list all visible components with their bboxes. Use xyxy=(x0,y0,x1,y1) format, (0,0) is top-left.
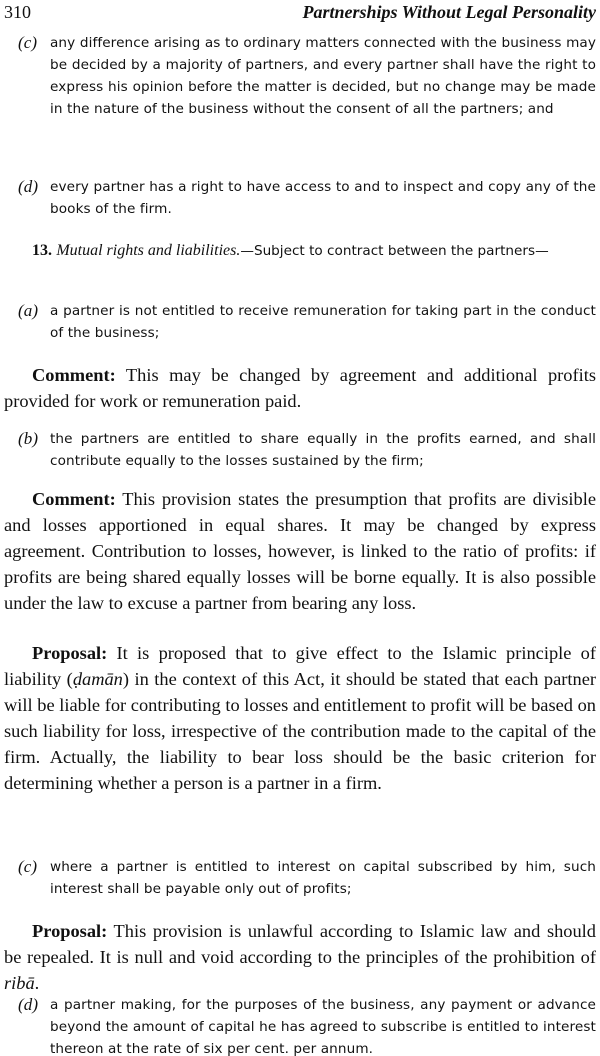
clause-text: a partner is not entitled to receive remuneration for taking part in the conduct of the business; xyxy=(50,303,596,341)
clause-marker: (c) xyxy=(18,33,38,52)
comment-text: This may be changed by agreement and additional profits provided for work or remuneration paid. xyxy=(4,365,596,411)
clause-text: any difference arising as to ordinary matters connected with the business may be decided by a majority of partners, and every partner shall have the right to express his opinion before the matter is decided, but no change may be made in the nature of the business without the consent of all the partners; and xyxy=(50,35,596,117)
proposal-label: Proposal: xyxy=(32,643,108,663)
clause-text: every partner has a right to have access to and to inspect and copy any of the books of the firm. xyxy=(50,179,596,217)
section-13-heading xyxy=(4,240,596,262)
proposal-text-b: . xyxy=(34,973,40,993)
comment-label: Comment: xyxy=(32,489,116,509)
clause-d-advance-interest xyxy=(18,994,596,1056)
section-intro: —Subject to contract between the partners— xyxy=(240,243,549,259)
section-title: Mutual rights and liabilities. xyxy=(56,242,241,259)
proposal-repeal xyxy=(4,918,596,996)
clause-marker: (b) xyxy=(18,429,39,448)
clause-text: the partners are entitled to share equally in the profits earned, and shall contribute equally to the losses sustained by the firm; xyxy=(50,431,596,469)
page-number: 310 xyxy=(4,2,31,22)
comment-presumption xyxy=(4,486,596,616)
proposal-liability xyxy=(4,640,596,796)
clause-a-remuneration xyxy=(18,300,596,344)
proposal-text-b: ) in the context of this Act, it should be stated that each partner will be liable for contributing to losses and entitlement to profit will be based on such liability for loss, irrespective of the contribution made to the capital of the firm. Actually, the liability to bear loss should be the basic criterion for determining whether a person is a partner in a firm. xyxy=(4,669,596,793)
comment-text: This provision states the presumption that profits are divisible and losses apportioned in equal shares. It may be changed by express agreement. Contribution to losses, however, is linked to the ratio of profits: if profits are being shared equally losses will be borne equally. It is also possible under the law to excuse a partner from bearing any loss. xyxy=(4,489,596,613)
clause-c-interest-on-capital xyxy=(18,856,596,900)
running-title: Partnerships Without Legal Personality xyxy=(302,2,596,22)
clause-marker: (a) xyxy=(18,301,39,320)
running-header xyxy=(4,2,596,26)
term-riba: ribā xyxy=(4,973,35,993)
clause-marker: (d) xyxy=(18,995,39,1014)
proposal-label: Proposal: xyxy=(32,921,108,941)
clause-text: where a partner is entitled to interest on capital subscribed by him, such interest shall be payable only out of profits; xyxy=(50,859,596,897)
clause-marker: (d) xyxy=(18,177,39,196)
clause-text: a partner making, for the purposes of the business, any payment or advance beyond the amount of capital he has agreed to subscribe is entitled to interest thereon at the rate of six per cent. per annum. xyxy=(50,997,596,1056)
clause-marker: (c) xyxy=(18,857,38,876)
comment-remuneration xyxy=(4,362,596,414)
proposal-text-a: This provision is unlawful according to Islamic law and should be repealed. It is null and void according to the principles of the prohibition of xyxy=(4,921,596,967)
clause-b-equal-shares xyxy=(18,428,596,472)
clause-d-books-access xyxy=(18,176,596,220)
section-number: 13. xyxy=(32,242,52,259)
comment-label: Comment: xyxy=(32,365,116,385)
proposal-text-a: It is proposed that to give effect to the Islamic principle of liability ( xyxy=(4,643,596,689)
term-daman: ḍamān xyxy=(72,669,123,689)
clause-c-majority-decision xyxy=(18,32,596,120)
